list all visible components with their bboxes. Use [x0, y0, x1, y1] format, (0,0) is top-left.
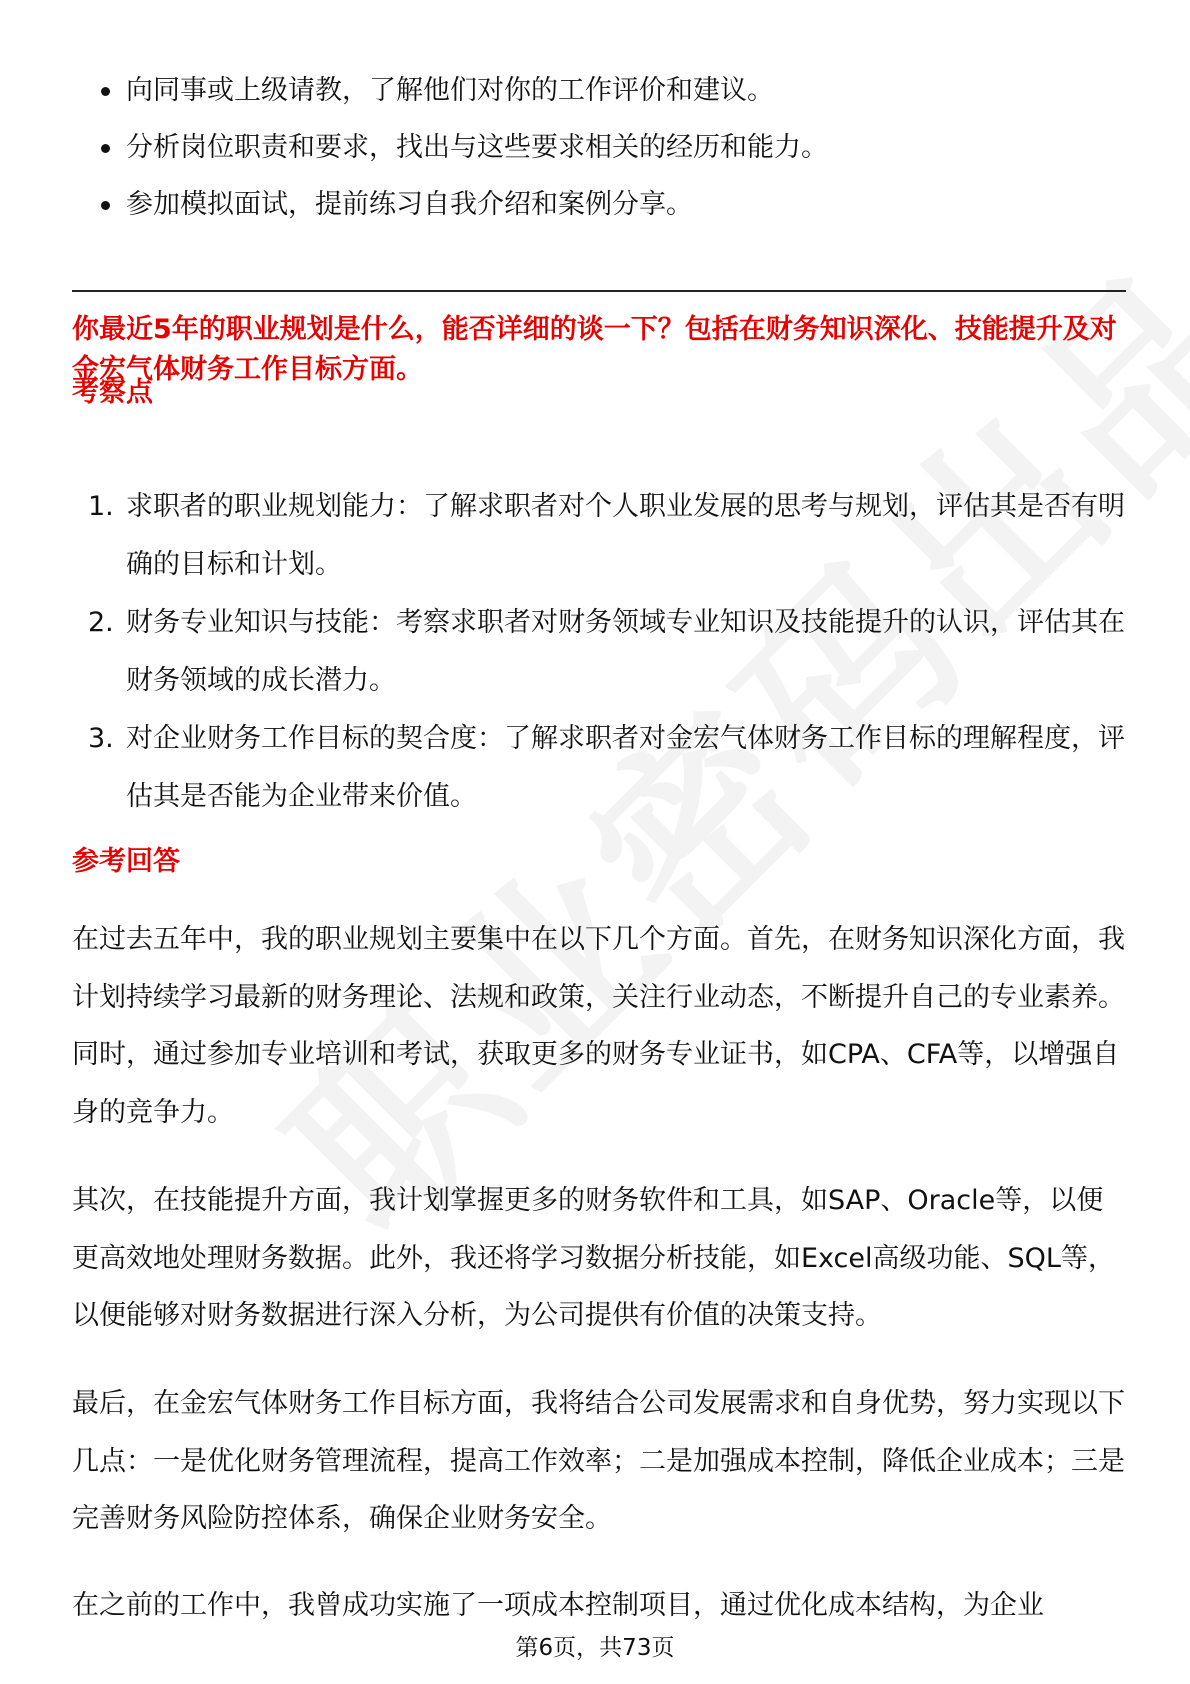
question-heading: 你最近5年的职业规划是什么，能否详细的谈一下？包括在财务知识深化、技能提升及对金宏气体财务工作目标方面。 [72, 314, 1117, 385]
bullet-text: 向同事或上级请教，了解他们对你的工作评价和建议。 [126, 75, 774, 106]
bullet-dot-icon [101, 201, 110, 210]
assessment-points-list [72, 478, 1126, 826]
answer-paragraph: 其次，在技能提升方面，我计划掌握更多的财务软件和工具，如SAP、Oracle等，以便更高效地处理财务数据。此外，我还将学习数据分析技能，如Excel高级功能、SQL等，以便能够对财务数据进行深入分析，为公司提供有价值的决策支持。 [72, 1185, 1115, 1331]
bullet-dot-icon [101, 144, 110, 153]
item-number: 3. [88, 723, 114, 754]
bullet-text: 分析岗位职责和要求，找出与这些要求相关的经历和能力。 [126, 132, 828, 163]
section-divider [72, 290, 1126, 292]
tips-bullet-list [72, 72, 1112, 243]
bullet-dot-icon [101, 87, 110, 96]
list-item [72, 710, 1126, 826]
item-number: 1. [88, 491, 114, 522]
item-text: 对企业财务工作目标的契合度：了解求职者对金宏气体财务工作目标的理解程度，评估其是否能为企业带来价值。 [126, 723, 1125, 812]
list-item [72, 594, 1126, 710]
bullet-text: 参加模拟面试，提前练习自我介绍和案例分享。 [126, 189, 693, 220]
item-text: 求职者的职业规划能力：了解求职者对个人职业发展的思考与规划，评估其是否有明确的目标和计划。 [126, 491, 1125, 580]
answer-paragraph: 在过去五年中，我的职业规划主要集中在以下几个方面。首先，在财务知识深化方面，我计划持续学习最新的财务理论、法规和政策，关注行业动态，不断提升自己的专业素养。同时，通过参加专业培训和考试，获取更多的财务专业证书，如CPA、CFA等，以增强自身的竞争力。 [72, 924, 1125, 1128]
list-item [72, 129, 1112, 167]
reference-answer-heading: 参考回答 [72, 846, 180, 877]
list-item [72, 72, 1112, 110]
item-text: 财务专业知识与技能：考察求职者对财务领域专业知识及技能提升的认识，评估其在财务领域的成长潜力。 [126, 607, 1125, 696]
assessment-points-heading: 考察点 [72, 377, 153, 408]
list-item [72, 186, 1112, 224]
answer-paragraph: 在之前的工作中，我曾成功实施了一项成本控制项目，通过优化成本结构，为企业 [72, 1590, 1044, 1621]
answer-paragraph: 最后，在金宏气体财务工作目标方面，我将结合公司发展需求和自身优势，努力实现以下几点：一是优化财务管理流程，提高工作效率；二是加强成本控制，降低企业成本；三是完善财务风险防控体系，确保企业财务安全。 [72, 1388, 1125, 1534]
list-item [72, 478, 1126, 594]
item-number: 2. [88, 607, 114, 638]
page-number: 第6页，共73页 [515, 1635, 675, 1661]
